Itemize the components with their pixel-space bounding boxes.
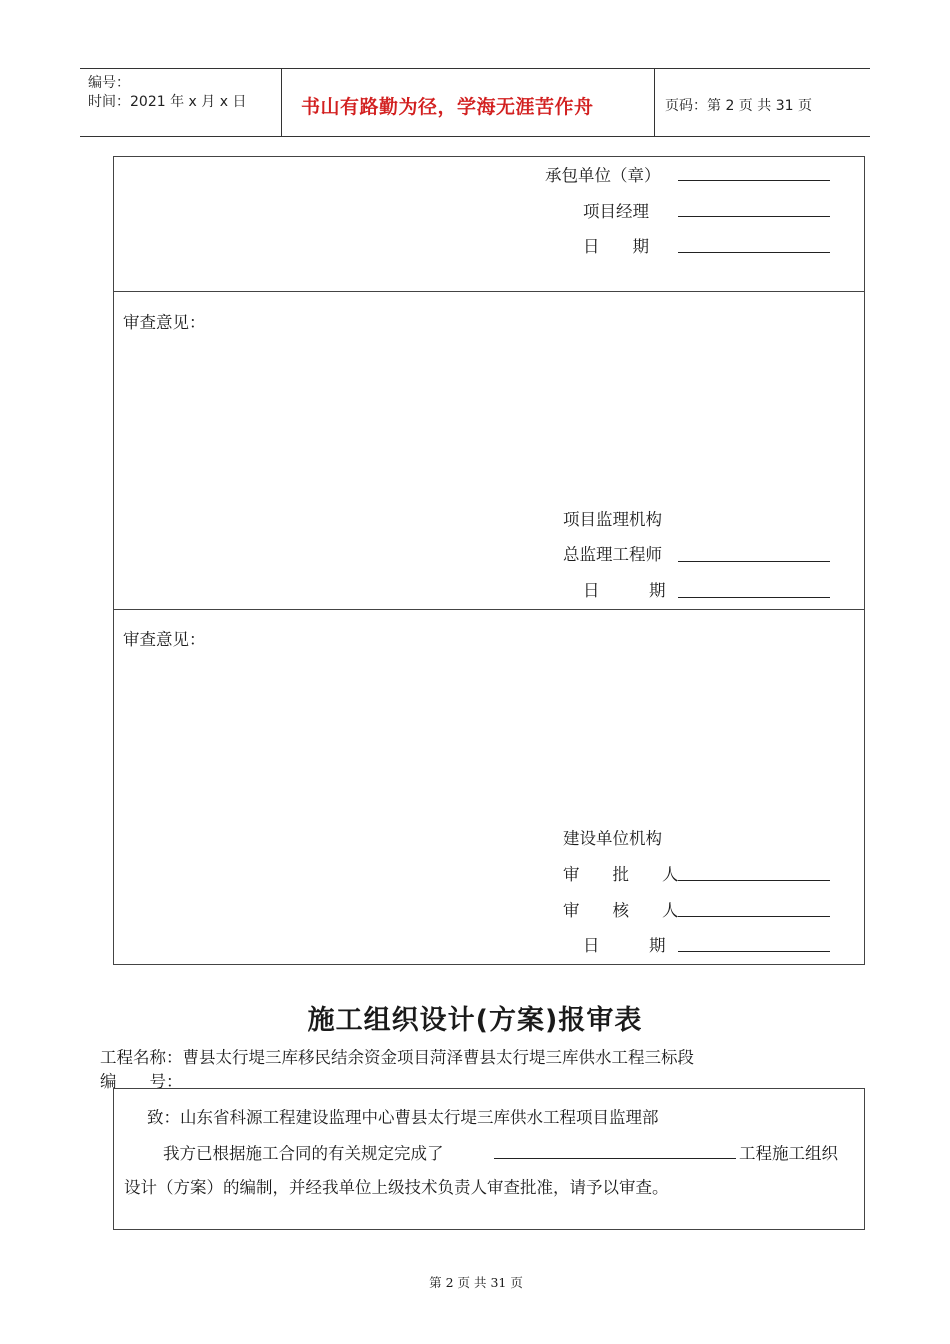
form-number-label: 编 号： xyxy=(100,1072,183,1091)
approver-label: 审 批 人 xyxy=(563,865,679,884)
owner-opinion-label: 审查意见： xyxy=(123,630,206,649)
form-title: 施工组织设计(方案)报审表 xyxy=(307,1005,643,1036)
contractor-unit-line[interactable] xyxy=(678,180,830,181)
reviewer-label: 审 核 人 xyxy=(563,901,679,920)
owner-org-label: 建设单位机构 xyxy=(563,829,662,848)
chief-engineer-label: 总监理工程师 xyxy=(563,545,662,564)
header-divider-right xyxy=(654,69,655,136)
row-divider-1 xyxy=(113,291,864,292)
header-motto: 书山有路勤为径，学海无涯苦作舟 xyxy=(301,96,594,118)
page-footer: 第 2 页 共 31 页 xyxy=(429,1275,523,1290)
supervision-date-line[interactable] xyxy=(678,597,830,598)
owner-date-line[interactable] xyxy=(678,951,830,952)
supervision-org-label: 项目监理机构 xyxy=(563,510,662,529)
chief-engineer-line[interactable] xyxy=(678,561,830,562)
body-line-2: 设计（方案）的编制，并经我单位上级技术负责人审查批准，请予以审查。 xyxy=(124,1178,669,1197)
contractor-unit-label: 承包单位（章） xyxy=(545,166,661,185)
row-divider-2 xyxy=(113,609,864,610)
reviewer-line[interactable] xyxy=(678,916,830,917)
approver-line[interactable] xyxy=(678,880,830,881)
project-manager-line[interactable] xyxy=(678,216,830,217)
header-time-label: 时间：2021 年 x 月 x 日 xyxy=(88,94,247,110)
header-page-info: 页码：第 2 页 共 31 页 xyxy=(665,98,812,114)
supervision-date-label: 日 期 xyxy=(583,581,666,600)
header-divider-left xyxy=(281,69,282,136)
addressee-line: 致：山东省科源工程建设监理中心曹县太行堤三库供水工程项目监理部 xyxy=(147,1108,659,1127)
body-prefix: 我方已根据施工合同的有关规定完成了 xyxy=(163,1144,444,1163)
contractor-date-line[interactable] xyxy=(678,252,830,253)
header-number-label: 编号： xyxy=(88,75,130,91)
header-bottom-rule xyxy=(80,136,870,137)
owner-date-label: 日 期 xyxy=(583,936,666,955)
project-name-line: 工程名称：曹县太行堤三库移民结余资金项目菏泽曹县太行堤三库供水工程三标段 xyxy=(100,1048,694,1067)
contractor-date-label: 日 期 xyxy=(583,237,649,256)
body-suffix: 工程施工组织 xyxy=(739,1144,838,1163)
header-top-rule xyxy=(80,68,870,69)
supervision-opinion-label: 审查意见： xyxy=(123,313,206,332)
project-name-blank[interactable] xyxy=(494,1158,736,1159)
project-manager-label: 项目经理 xyxy=(583,202,649,221)
